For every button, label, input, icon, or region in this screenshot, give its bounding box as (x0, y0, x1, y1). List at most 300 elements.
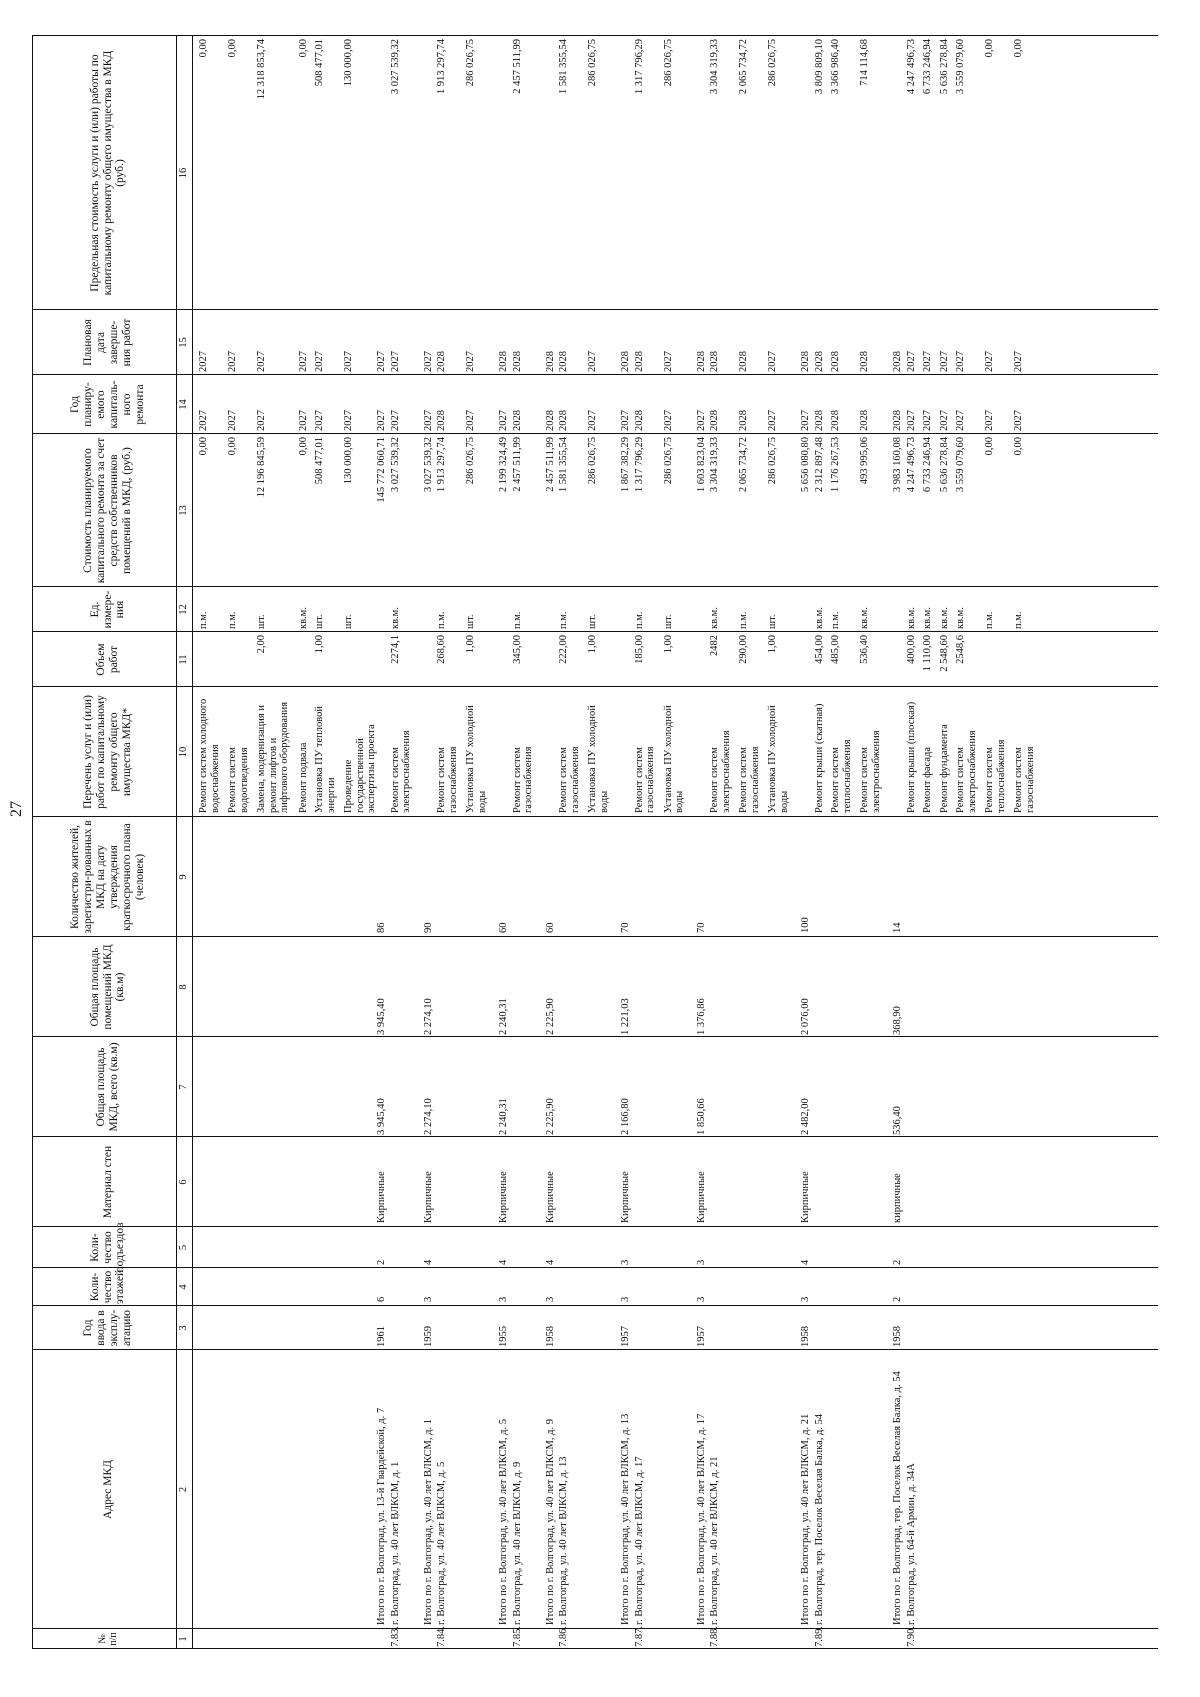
total-end-date: 2027 (422, 351, 434, 372)
header-col-12: Ед. измере-ния (88, 590, 127, 629)
header-col-2: Адрес МКД (101, 1459, 114, 1520)
work-end-date: 2027 (389, 351, 401, 372)
work-volume: 1,00 (662, 635, 674, 654)
total-floors: 2 (892, 1296, 903, 1302)
grid-line (192, 36, 193, 1649)
total-year-repair: 2027 (498, 410, 509, 431)
work-name: Ремонт систем электроснабжения (709, 730, 732, 813)
work-limit: 714 114,68 (859, 39, 870, 86)
total-cost: 5 656 080,80 (800, 437, 811, 493)
work-limit: 12 318 853,74 (256, 39, 267, 100)
grid-line (32, 374, 1158, 375)
work-name: Ремонт систем газоснабжения (436, 746, 459, 813)
total-residents: 90 (422, 922, 434, 933)
header-col-5: Коли-чество подъездов (88, 1222, 127, 1273)
work-unit: кв.м. (922, 607, 933, 629)
work-end-date: 2027 (465, 351, 476, 372)
work-year: 2027 (343, 410, 354, 431)
work-limit: 286 026,75 (587, 39, 598, 87)
work-end-date: 2028 (738, 351, 749, 372)
work-unit: п.м. (1013, 611, 1024, 629)
total-entrances: 4 (800, 1259, 811, 1265)
total-area: 2 240,31 (498, 1098, 509, 1135)
total-year-repair: 2028 (892, 410, 903, 431)
work-limit: 0,00 (1013, 39, 1024, 58)
work-cost: 1 317 796,29 (633, 437, 645, 493)
work-year: 2027 (905, 410, 917, 431)
work-cost: 508 477,01 (314, 437, 325, 485)
work-cost: 1 581 355,54 (558, 437, 569, 493)
work-name: Установка ПУ холодной воды (767, 705, 790, 813)
work-cost: 2 457 511,99 (511, 437, 523, 492)
col-number: 2 (178, 1486, 189, 1493)
work-limit: 286 026,75 (662, 39, 674, 87)
total-entrances: 4 (498, 1259, 509, 1265)
work-end-date: 2028 (511, 351, 523, 372)
work-end-date: 2027 (256, 351, 267, 372)
work-end-date: 2027 (905, 351, 917, 372)
col-number: 3 (178, 1325, 189, 1331)
total-row-label: Итого по г. Волгоград, ул. 40 лет ВЛКСМ, д. 17 (695, 1413, 707, 1625)
work-end-date: 2027 (587, 351, 598, 372)
total-year: 1958 (800, 1326, 811, 1347)
work-unit: п.м. (558, 611, 569, 629)
work-cost: 0,00 (297, 437, 309, 456)
work-limit: 2 457 511,99 (511, 39, 523, 94)
grid-line (32, 35, 1158, 36)
work-limit: 0,00 (297, 39, 309, 58)
work-volume: 454,00 (813, 635, 825, 664)
header-col-14: Год планиру-емого капиталь-ного ремонта (69, 380, 146, 429)
work-unit: шт. (465, 614, 476, 629)
work-limit: 3 559 079,60 (955, 39, 966, 95)
total-end-date: 2028 (544, 351, 556, 372)
work-unit: п.м. (633, 611, 645, 629)
total-cost: 145 772 060,71 (376, 437, 387, 503)
work-name: Ремонт систем холодного водоснабжения (198, 698, 221, 813)
work-volume: 2,00 (256, 635, 267, 654)
work-end-date: 2027 (938, 351, 950, 372)
grid-line (176, 36, 177, 1649)
work-year: 2028 (436, 410, 447, 431)
grid-line (32, 36, 33, 1649)
row-address: г. Волгоград, ул. 40 лет ВЛКСМ, д. 5 (436, 1461, 447, 1625)
total-year-repair: 2028 (544, 410, 556, 431)
work-unit: п.м. (984, 611, 995, 629)
work-cost: 3 304 319,33 (709, 437, 720, 493)
row-address: г. Волгоград, ул. 40 лет ВЛКСМ, д. 21 (709, 1456, 720, 1625)
total-area: 2 166,80 (620, 1098, 631, 1135)
total-premises-area: 2 274,10 (422, 998, 434, 1035)
total-residents: 14 (892, 922, 903, 933)
work-year: 2027 (256, 410, 267, 431)
total-wall-material: Кирпичные (800, 1171, 811, 1223)
total-floors: 3 (498, 1296, 509, 1302)
grid-line (32, 1628, 1158, 1629)
total-residents: 100 (800, 917, 811, 933)
total-entrances: 4 (544, 1259, 556, 1265)
work-cost: 1 913 297,74 (436, 437, 447, 493)
work-end-date: 2027 (984, 351, 995, 372)
work-end-date: 2027 (297, 351, 309, 372)
work-volume: 1,00 (587, 635, 598, 654)
work-year: 2027 (662, 410, 674, 431)
work-unit: п.м. (830, 611, 841, 629)
total-end-date: 2028 (892, 351, 903, 372)
work-end-date: 2028 (830, 351, 841, 372)
work-name: Проведение государственной экспертизы проекта (343, 724, 378, 813)
work-limit: 508 477,01 (314, 39, 325, 87)
work-unit: п.м. (198, 611, 209, 629)
work-cost: 3 027 539,32 (389, 437, 401, 493)
work-limit: 4 247 496,73 (905, 39, 917, 95)
total-residents: 70 (695, 922, 707, 933)
work-year: 2027 (465, 410, 476, 431)
work-limit: 130 000,00 (343, 39, 354, 87)
work-name: Ремонт систем газоснабжения (511, 746, 535, 813)
work-year: 2027 (984, 410, 995, 431)
work-end-date: 2027 (343, 351, 354, 372)
total-floors: 3 (422, 1296, 434, 1302)
row-number: 7.83. (389, 1626, 401, 1647)
work-year: 2027 (389, 410, 401, 431)
total-residents: 70 (620, 922, 631, 933)
total-wall-material: Кирпичные (376, 1171, 387, 1223)
work-limit: 286 026,75 (767, 39, 778, 87)
col-number: 8 (178, 984, 189, 990)
total-entrances: 2 (892, 1259, 903, 1265)
row-number: 7.84. (436, 1626, 447, 1647)
total-area: 2 482,00 (800, 1098, 811, 1135)
work-name: Ремонт систем электроснабжения (389, 730, 413, 813)
total-year: 1958 (544, 1326, 556, 1347)
work-name: Ремонт систем теплоснабжения (830, 739, 853, 813)
total-year-repair: 2027 (376, 410, 387, 431)
work-end-date: 2028 (859, 351, 870, 372)
total-premises-area: 1 376,86 (695, 998, 707, 1035)
total-wall-material: Кирпичные (498, 1171, 509, 1223)
work-name: Ремонт систем электроснабжения (955, 730, 978, 813)
work-limit: 3 366 986,40 (830, 39, 841, 95)
total-cost: 3 983 160,08 (892, 437, 903, 493)
total-area: 2 225,90 (544, 1098, 556, 1135)
work-end-date: 2027 (767, 351, 778, 372)
total-row-label: Итого по г. Волгоград, ул. 40 лет ВЛКСМ, д. 9 (544, 1419, 556, 1625)
total-wall-material: Кирпичные (422, 1171, 434, 1223)
work-year: 2027 (198, 410, 209, 431)
row-address: г. Волгоград, тер. Поселок Веселая Балка, д. 54 (813, 1413, 825, 1625)
total-premises-area: 2 240,31 (498, 998, 509, 1035)
work-name: Ремонт систем теплоснабжения (984, 739, 1007, 813)
work-limit: 1 581 355,54 (558, 39, 569, 95)
work-name: Ремонт крыши (плоская) (905, 701, 917, 813)
total-wall-material: Кирпичные (544, 1171, 556, 1223)
work-year: 2027 (587, 410, 598, 431)
work-end-date: 2027 (198, 351, 209, 372)
total-cost: 2 199 324,49 (498, 437, 509, 493)
total-floors: 3 (695, 1296, 707, 1302)
total-area: 1 850,66 (695, 1098, 707, 1135)
work-year: 2028 (830, 410, 841, 431)
header-col-9: Количество жителей, зарегистри-рованных в МКД на дату утверждения краткосрочного плана (человек) (69, 820, 146, 934)
work-volume: 185,00 (633, 635, 645, 664)
total-entrances: 3 (620, 1259, 631, 1265)
work-limit: 3 809 809,10 (813, 39, 825, 95)
grid-line (32, 1226, 1158, 1227)
total-area: 3 945,40 (376, 1098, 387, 1135)
total-row-label: Итого по г. Волгоград, тер. Поселок Веселая Балка, д. 54 (892, 1371, 903, 1625)
total-year: 1959 (422, 1326, 434, 1347)
work-cost: 286 026,75 (465, 437, 476, 485)
col-number: 13 (178, 505, 189, 516)
work-year: 2027 (922, 410, 933, 431)
total-year: 1961 (376, 1326, 387, 1347)
total-premises-area: 1 221,03 (620, 998, 631, 1035)
work-cost: 286 026,75 (662, 437, 674, 485)
row-number: 7.90. (905, 1626, 917, 1647)
total-year-repair: 2027 (800, 410, 811, 431)
total-premises-area: 368,90 (892, 1006, 903, 1035)
work-end-date: 2027 (662, 351, 674, 372)
total-row-label: Итого по г. Волгоград, ул. 40 лет ВЛКСМ, д. 5 (498, 1419, 509, 1625)
col-number: 1 (178, 1636, 189, 1642)
work-volume: 345,00 (511, 635, 523, 664)
work-cost: 286 026,75 (767, 437, 778, 485)
col-number: 6 (178, 1179, 189, 1185)
work-name: Ремонт систем газоснабжения (633, 746, 657, 813)
header-col-6: Материал стен (101, 1145, 114, 1219)
grid-line (32, 816, 1158, 817)
grid-line (32, 586, 1158, 587)
work-end-date: 2027 (955, 351, 966, 372)
col-number: 12 (178, 604, 189, 615)
work-cost: 130 000,00 (343, 437, 354, 485)
total-premises-area: 2 076,00 (800, 998, 811, 1035)
grid-line (32, 1305, 1158, 1306)
work-year: 2027 (227, 410, 238, 431)
col-number: 11 (178, 654, 189, 665)
total-floors: 3 (620, 1296, 631, 1302)
work-unit: п.м. (436, 611, 447, 629)
col-number: 7 (178, 1084, 189, 1090)
work-name: Ремонт систем газоснабжения (558, 746, 581, 813)
work-name: Установка ПУ холодной воды (587, 705, 610, 813)
work-cost: 0,00 (227, 437, 238, 456)
header-col-13: Стоимость планируемого капитального ремонта за счет средств собственников помещений в МКД, (руб.) (82, 437, 133, 584)
work-end-date: 2028 (709, 351, 720, 372)
total-floors: 3 (800, 1296, 811, 1302)
row-address: г. Волгоград, ул. 40 лет ВЛКСМ, д. 13 (558, 1456, 569, 1625)
total-year: 1957 (695, 1326, 707, 1347)
grid-line (32, 309, 1158, 310)
total-residents: 86 (376, 922, 387, 933)
total-premises-area: 3 945,40 (376, 998, 387, 1035)
work-cost: 0,00 (198, 437, 209, 456)
total-entrances: 3 (695, 1259, 707, 1265)
work-name: Ремонт фасада (922, 746, 933, 813)
total-cost: 3 027 539,32 (422, 437, 434, 493)
total-area: 536,40 (892, 1106, 903, 1135)
work-volume: 222,00 (558, 635, 569, 664)
work-unit: п.м. (738, 611, 749, 629)
work-year: 2027 (938, 410, 950, 431)
total-row-label: Итого по г. Волгоград, ул. 40 лет ВЛКСМ, д. 1 (422, 1419, 434, 1625)
work-year: 2027 (297, 410, 309, 431)
total-wall-material: кирпичные (892, 1173, 903, 1223)
work-volume: 290,00 (738, 635, 749, 664)
work-volume: 2 548,60 (938, 635, 950, 672)
work-limit: 0,00 (227, 39, 238, 58)
work-end-date: 2027 (314, 351, 325, 372)
row-number: 7.88. (709, 1626, 720, 1647)
work-cost: 2 312 897,48 (813, 437, 825, 493)
work-name: Ремонт крыши (скатная) (813, 703, 825, 813)
total-area: 2 274,10 (422, 1098, 434, 1135)
total-cost: 1 867 382,29 (620, 437, 631, 493)
work-end-date: 2028 (813, 351, 825, 372)
work-unit: шт. (662, 614, 674, 629)
grid-line (32, 1136, 1158, 1137)
total-year: 1958 (892, 1326, 903, 1347)
work-cost: 0,00 (984, 437, 995, 456)
work-limit: 5 636 278,84 (938, 39, 950, 95)
work-unit: шт. (767, 614, 778, 629)
work-cost: 493 995,06 (859, 437, 870, 485)
work-limit: 3 304 319,33 (709, 39, 720, 95)
total-end-date: 2028 (695, 351, 707, 372)
work-cost: 0,00 (1013, 437, 1024, 456)
work-limit: 1 317 796,29 (633, 39, 645, 95)
work-end-date: 2028 (633, 351, 645, 372)
work-volume: 2274,1 (389, 635, 401, 664)
work-volume: 1,00 (767, 635, 778, 654)
total-end-date: 2028 (620, 351, 631, 372)
grid-line (32, 1036, 1158, 1037)
grid-line (32, 631, 1158, 632)
work-year: 2028 (738, 410, 749, 431)
work-unit: кв.м. (389, 607, 401, 629)
row-address: г. Волгоград, ул. 40 лет ВЛКСМ, д. 9 (511, 1461, 523, 1625)
header-col-8: Общая площадь помещений МКД (кв.м) (88, 944, 127, 1030)
work-unit: шт. (587, 614, 598, 629)
work-volume: 1,00 (314, 635, 325, 654)
total-cost: 2 457 511,99 (544, 437, 556, 492)
row-number: 7.89. (813, 1626, 825, 1647)
work-year: 2027 (955, 410, 966, 431)
work-unit: кв.м. (955, 607, 966, 629)
total-year-repair: 2027 (422, 410, 434, 431)
work-year: 2028 (709, 410, 720, 431)
work-name: Ремонт подвала (297, 742, 309, 813)
work-unit: кв.м. (709, 607, 720, 629)
grid-line (32, 1349, 1158, 1350)
work-limit: 1 913 297,74 (436, 39, 447, 95)
total-row-label: Итого по г. Волгоград, ул. 13-й Гвардейской, д. 7 (376, 1407, 387, 1625)
work-end-date: 2027 (1013, 351, 1024, 372)
row-number: 7.87. (633, 1626, 645, 1647)
work-volume: 268,60 (436, 635, 447, 664)
total-cost: 1 603 823,04 (695, 437, 707, 493)
grid-line (32, 433, 1158, 434)
total-row-label: Итого по г. Волгоград, ул. 40 лет ВЛКСМ, д. 21 (800, 1413, 811, 1625)
total-entrances: 2 (376, 1259, 387, 1265)
col-number: 10 (178, 746, 189, 758)
header-col-3: Год ввода в эксплу-атацию (82, 1309, 133, 1347)
total-floors: 6 (376, 1296, 387, 1302)
col-number: 15 (178, 337, 189, 348)
work-volume: 2548,6 (955, 635, 966, 664)
header-col-1: № п/п (96, 1632, 119, 1646)
total-floors: 3 (544, 1296, 556, 1302)
work-name: Ремонт фундамента (938, 724, 950, 813)
work-unit: кв.м. (859, 607, 870, 629)
work-year: 2028 (511, 410, 523, 431)
total-year-repair: 2027 (695, 410, 707, 431)
work-cost: 5 636 278,84 (938, 437, 950, 493)
work-name: Замена, модернизация и ремонт лифтов и лифтового оборудования (256, 701, 291, 813)
work-unit: шт. (314, 614, 325, 629)
col-number: 9 (178, 874, 189, 880)
work-unit: кв.м. (813, 607, 825, 629)
work-volume: 400,00 (905, 635, 917, 664)
total-residents: 60 (544, 922, 556, 933)
work-volume: 536,40 (859, 635, 870, 664)
total-end-date: 2027 (376, 351, 387, 372)
row-address: г. Волгоград, ул. 40 лет ВЛКСМ, д. 1 (389, 1461, 401, 1625)
work-unit: кв.м. (905, 607, 917, 629)
work-end-date: 2027 (922, 351, 933, 372)
work-limit: 286 026,75 (465, 39, 476, 87)
total-entrances: 4 (422, 1259, 434, 1265)
work-limit: 6 733 246,94 (922, 39, 933, 95)
header-col-7: Общая площадь МКД, всего (кв.м) (95, 1042, 120, 1132)
work-year: 2027 (767, 410, 778, 431)
total-premises-area: 2 225,90 (544, 998, 556, 1035)
total-year: 1957 (620, 1326, 631, 1347)
col-number: 4 (178, 1284, 189, 1290)
total-wall-material: Кирпичные (620, 1171, 631, 1223)
work-volume: 1,00 (465, 635, 476, 654)
work-cost: 4 247 496,73 (905, 437, 917, 493)
work-volume: 485,00 (830, 635, 841, 664)
work-volume: 2482 (709, 635, 720, 656)
total-residents: 60 (498, 922, 509, 933)
work-limit: 2 065 734,72 (738, 39, 749, 95)
row-number: 7.85. (511, 1626, 523, 1647)
grid-line (32, 686, 1158, 687)
work-name: Установка ПУ холодной воды (662, 705, 686, 813)
header-col-4: Коли-чество этажей (88, 1269, 127, 1305)
work-name: Установка ПУ тепловой энергии (314, 705, 337, 813)
work-year: 2027 (314, 410, 325, 431)
work-year: 2028 (633, 410, 645, 431)
work-cost: 6 733 246,94 (922, 437, 933, 493)
header-col-10: Перечень услуг и (или) работ по капитальному ремонту общего имущества МКД* (82, 695, 133, 809)
work-cost: 12 196 845,59 (256, 437, 267, 498)
work-limit: 3 027 539,32 (389, 39, 401, 95)
work-unit: п.м. (511, 611, 523, 629)
work-cost: 3 559 079,60 (955, 437, 966, 493)
work-year: 2027 (1013, 410, 1024, 431)
row-number: 7.86. (558, 1626, 569, 1647)
work-unit: кв.м. (297, 607, 309, 629)
total-year-repair: 2027 (620, 410, 631, 431)
total-year: 1955 (498, 1326, 509, 1347)
total-row-label: Итого по г. Волгоград, ул. 40 лет ВЛКСМ, д. 13 (620, 1413, 631, 1625)
work-end-date: 2028 (558, 351, 569, 372)
grid-line (32, 1267, 1158, 1268)
work-cost: 286 026,75 (587, 437, 598, 485)
